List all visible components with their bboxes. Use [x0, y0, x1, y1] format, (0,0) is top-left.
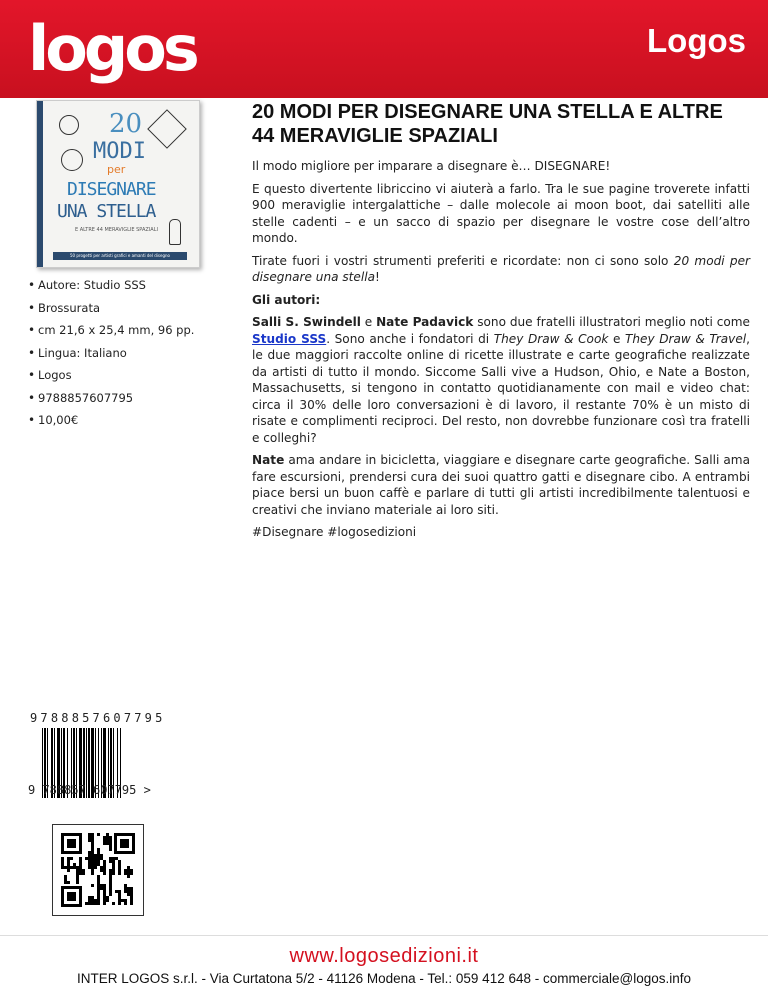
author-name-nate: Nate Padavick — [376, 315, 474, 329]
detail-binding: • Brossurata — [26, 300, 194, 323]
closing-end: ! — [375, 270, 380, 284]
doodle-planet-icon — [59, 115, 79, 135]
book-description — [252, 100, 750, 547]
doodle-star-icon — [147, 109, 187, 149]
authors-text-3: e — [608, 331, 625, 346]
nate-name: Nate — [252, 453, 285, 467]
logos-logo[interactable]: logos — [28, 12, 196, 85]
detail-format: • cm 21,6 x 25,4 mm, 96 pp. — [26, 322, 194, 345]
book-title: 20 MODI PER DISEGNARE UNA STELLA E ALTRE 44 MERAVIGLIE SPAZIALI — [252, 101, 723, 147]
barcode-bottom-digits: 9 788857 607795 > — [28, 783, 151, 797]
site-name-cook: They Draw & Cook — [493, 331, 609, 346]
closing-text: Tirate fuori i vostri strumenti preferiti e ricordate: non ci sono solo — [252, 253, 674, 268]
authors-paragraph — [252, 314, 750, 446]
detail-author: • Autore: Studio SSS — [26, 277, 194, 300]
cover-title-disegnare: DISEGNARE — [67, 179, 156, 200]
authors-text-2: . Sono anche i fondatori di — [326, 331, 494, 346]
brand-name: Logos — [647, 22, 746, 59]
book-cover-image — [36, 100, 200, 268]
detail-price: • 10,00€ — [26, 412, 194, 435]
publisher-website-link[interactable]: www.logosedizioni.it — [289, 945, 479, 967]
barcode-top-digits: 9788857607795 — [30, 711, 166, 725]
footer-divider — [0, 935, 768, 936]
book-details-list — [26, 277, 194, 435]
closing-paragraph — [252, 253, 750, 286]
nate-paragraph — [252, 452, 750, 518]
qr-code-image[interactable] — [52, 824, 144, 916]
cover-subtitle: E ALTRE 44 MERAVIGLIE SPAZIALI — [75, 227, 158, 233]
doodle-sun-icon — [61, 149, 83, 171]
studio-sss-link[interactable]: Studio SSS — [252, 331, 327, 346]
intro-paragraph: Il modo migliore per imparare a disegnare è… DISEGNARE! — [252, 159, 611, 173]
doodle-rocket-icon — [169, 219, 181, 245]
cover-footer-band: 50 progetti per artisti grafici e amanti del disegno — [53, 252, 187, 260]
authors-text-4: , le due maggiori raccolte online di ricette illustrate e carte geografiche realizzate da artisti di tutto il mondo. Siccome Salli vive a Hudson, Ohio, e Nate a Boston, Massachusetts, si tengono in contatto quotidianamente con mail e video chat: circa il 30% delle loro conversazioni è di lavoro, il restante 70% è un misto di risate e complimenti reciproci. Del resto, non dovrebbe funzionare così tra fratelli e colleghi? — [252, 331, 750, 445]
authors-connector: e — [360, 315, 377, 329]
author-name-salli: Salli S. Swindell — [252, 315, 361, 329]
detail-publisher: • Logos — [26, 367, 194, 390]
authors-text-1: sono due fratelli illustratori meglio noti come — [473, 315, 750, 329]
detail-language: • Lingua: Italiano — [26, 345, 194, 368]
publisher-address: INTER LOGOS s.r.l. - Via Curtatona 5/2 - 41126 Modena - Tel.: 059 412 648 - commerciale@logos.info — [76, 971, 691, 986]
cover-spine — [37, 101, 43, 267]
site-name-travel: They Draw & Travel — [624, 331, 747, 346]
hashtags: #Disegnare #logosedizioni — [252, 525, 417, 539]
description-paragraph: E questo divertente libriccino vi aiuterà a farlo. Tra le sue pagine troverete infatti 900 meraviglie intergalattiche – dalle molecole ai moon boot, dai satelliti alle stelle cadenti – e un sacco di spazio per disegnare le vostre cose dell’altro mondo. — [252, 181, 750, 245]
header-bar — [0, 0, 768, 98]
cover-title-per: per — [107, 163, 126, 176]
closing-emphasis: 20 modi per disegnare una stella — [252, 253, 751, 284]
cover-title-modi: MODI — [93, 139, 146, 164]
nate-text: ama andare in bicicletta, viaggiare e disegnare carte geografiche. Salli ama fare escursioni, prendersi cura dei suoi quattro gatti e disegnare cibo. A entrambi piace bersi un buon caffè e parlare di tutti gli artisti incredibilmente talentuosi e creativi che inviano materiale ai loro siti. — [252, 453, 750, 517]
cover-title-number: 20 — [109, 109, 143, 139]
detail-isbn: • 9788857607795 — [26, 390, 194, 413]
authors-heading: Gli autori: — [252, 292, 321, 307]
cover-title-stella: UNA STELLA — [57, 201, 156, 222]
